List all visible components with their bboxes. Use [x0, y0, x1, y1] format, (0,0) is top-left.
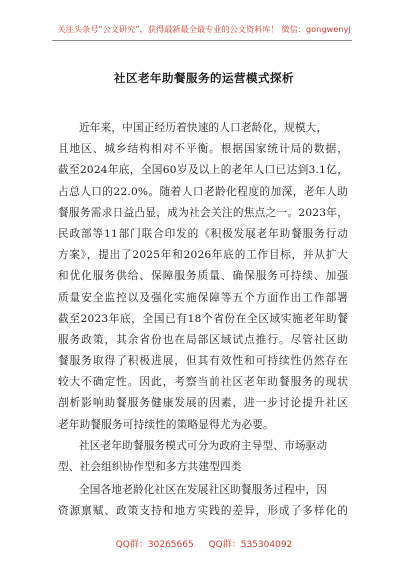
paragraph-line: 和优化服务供给、保障服务质量、确保服务可持续、加强	[58, 270, 348, 283]
footer-contact	[0, 537, 408, 550]
paragraph-line: 占总人口的22.0%。随着人口老龄化程度的加深，老年人助	[58, 185, 348, 198]
paragraph-line: 餐服务取得了积极进展，但其有效性和可持续性仍然存在	[58, 355, 348, 368]
paragraph-line: 剖析影响助餐服务健康发展的因素，进一步讨论提升社区	[58, 397, 348, 410]
paragraph-3	[58, 480, 348, 522]
paragraph-line: 全国各地老龄化社区在发展社区助餐服务过程中，因	[79, 484, 328, 496]
footer-qq-group-2: QQ群：535304092	[208, 540, 293, 550]
paragraph-line: 截至2024年底，全国60岁及以上的老年人口已达到3.1亿，	[58, 164, 348, 177]
paragraph-line: 方案》，提出了2025年和2026年底的工作目标，并从扩大	[58, 249, 348, 262]
paragraph-1	[58, 118, 348, 436]
document-title: 社区老年助餐服务的运营模式探析	[114, 71, 294, 85]
paragraph-line: 质量安全监控以及强化实施保障等五个方面作出工作部署	[58, 291, 348, 304]
paragraph-line: 截至2023年底，全国已有18个省份在全区域实施老年助餐	[58, 312, 348, 325]
paragraph-line: 社区老年助餐服务模式可分为政府主导型、市场驱动	[79, 440, 328, 452]
paragraph-line: 较大不确定性。因此，考察当前社区老年助餐服务的现状	[58, 376, 348, 389]
paragraph-line: 老年助餐服务可持续性的策略显得尤为必要。	[58, 418, 274, 431]
paragraph-line: 民政部等11部门联合印发的《积极发展老年助餐服务行动	[58, 227, 348, 240]
paragraph-line: 资源禀赋、政策支持和地方实践的差异，形成了多样化的	[58, 505, 348, 518]
paragraph-line: 近年来，中国正经历着快速的人口老龄化，规模大，	[79, 122, 328, 134]
paragraph-line: 型、社会组织协作型和多方共建型四类	[58, 461, 242, 474]
paragraph-line: 服务政策，其余省份也在局部区域试点推行。尽管社区助	[58, 333, 348, 346]
paragraph-line: 且地区、城乡结构相对不平衡。根据国家统计局的数据，	[58, 143, 348, 156]
paragraph-2	[58, 436, 348, 478]
footer-qq-group-1: QQ群：30265665	[115, 540, 194, 550]
paragraph-line: 餐服务需求日益凸显，成为社会关注的焦点之一。2023年，	[58, 206, 348, 219]
header-banner: 关注头条号“公文研究”，获得最新最全最专业的公文资料库！ 微信：gongwenyj	[57, 24, 351, 34]
header-divider	[52, 40, 352, 41]
